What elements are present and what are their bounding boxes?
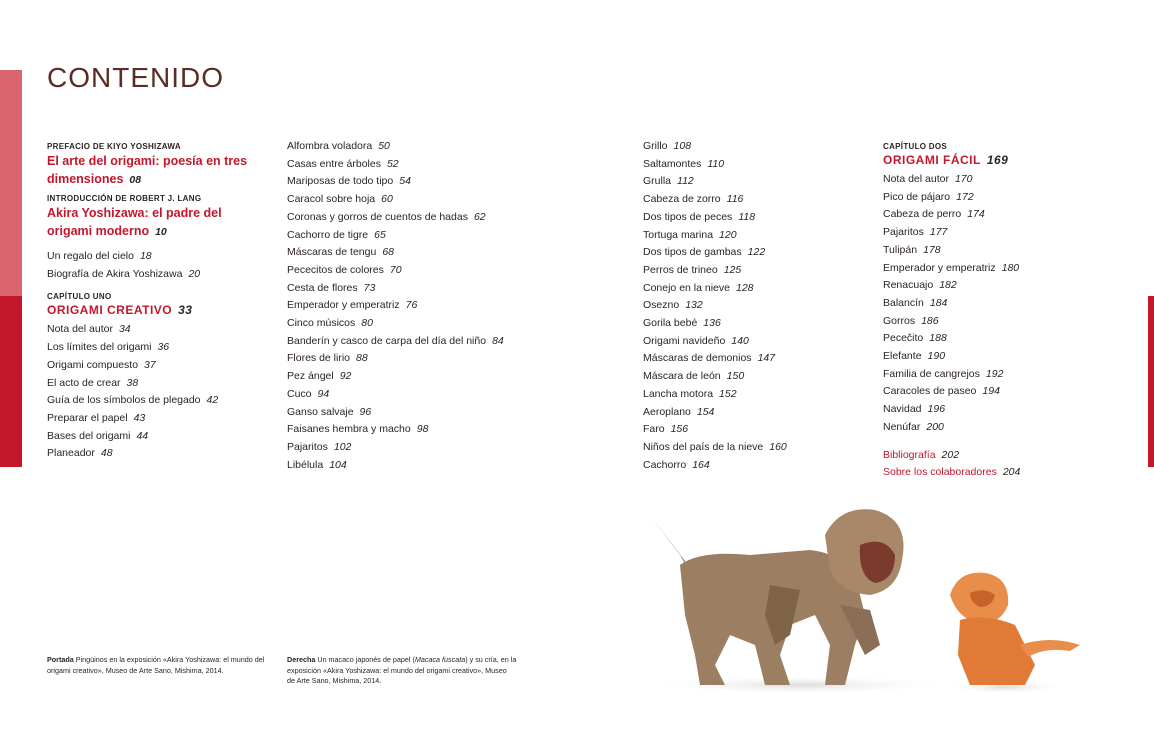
toc-entry[interactable]: [287, 280, 587, 298]
toc-entry-title: Caracol sobre hoja: [287, 193, 376, 206]
toc-entry-page: 182: [939, 279, 957, 292]
page-title: CONTENIDO: [47, 62, 224, 93]
toc-entry-page: 164: [692, 458, 710, 471]
toc-entry-title: Lancha motora: [643, 387, 714, 400]
chapter-one-title[interactable]: ORIGAMI CREATIVO 33: [47, 303, 193, 318]
toc-entry-page: 170: [954, 173, 973, 185]
toc-entry-title: Guía de los símbolos de plegado: [47, 394, 201, 407]
toc-column-3: [643, 138, 863, 474]
toc-entry-title: Balancín: [883, 296, 924, 309]
toc-entry-title: Máscaras de tengu: [287, 246, 377, 259]
toc-entry-title: Casas entre árboles: [287, 157, 381, 170]
toc-entry-title: Pez ángel: [287, 370, 334, 383]
toc-entry[interactable]: [883, 171, 1123, 189]
toc-entry-title: Tortuga marina: [643, 228, 714, 241]
toc-entry[interactable]: [287, 315, 587, 333]
toc-entry-title: Banderín y casco de carpa del día del niño: [287, 334, 487, 347]
toc-entry[interactable]: [883, 242, 1123, 260]
toc-column-1: [47, 139, 277, 463]
toc-entry-page: 202: [941, 448, 960, 461]
toc-entry[interactable]: [643, 333, 863, 351]
toc-entry-title: Planeador: [47, 447, 95, 460]
toc-entry-page: 196: [927, 403, 946, 416]
toc-entry-page: 160: [769, 440, 787, 453]
toc-entry-page: 132: [685, 299, 703, 312]
toc-entry-title: Máscaras de demonios: [643, 352, 752, 365]
toc-entry-title: Gorros: [883, 314, 916, 327]
toc-entry-page: 44: [136, 429, 149, 442]
toc-entry-page: 156: [670, 423, 689, 436]
toc-entry[interactable]: [287, 156, 587, 174]
accent-bar-right: [1148, 296, 1154, 467]
toc-entry-page: 102: [333, 440, 352, 453]
toc-entry-title: Bibliografía: [883, 448, 936, 461]
toc-entry-page: 186: [921, 314, 939, 327]
toc-entry-title: Familia de cangrejos: [883, 367, 980, 380]
toc-entry-title: Cinco músicos: [287, 317, 356, 330]
toc-entry[interactable]: [47, 410, 277, 428]
toc-entry-page: 192: [985, 367, 1004, 380]
toc-entry-page: 73: [363, 281, 376, 294]
toc-entry[interactable]: [287, 350, 587, 368]
toc-entry-title: Nenúfar: [883, 420, 921, 433]
toc-entry[interactable]: [883, 464, 1123, 482]
toc-entry-title: Emperador y emperatriz: [883, 261, 996, 274]
toc-entry-title: Cabeza de perro: [883, 208, 962, 221]
toc-entry-title: Libélula: [287, 458, 324, 471]
toc-entry-title: Sobre los colaboradores: [883, 466, 997, 479]
toc-entry-title: Origami compuesto: [47, 358, 139, 371]
toc-entry-title: Cabeza de zorro: [643, 193, 721, 206]
toc-entry-page: 110: [707, 157, 725, 170]
pre-items: [47, 248, 277, 283]
toc-entry-title: Pajaritos: [883, 226, 924, 239]
toc-entry[interactable]: [287, 439, 587, 457]
toc-entry[interactable]: [643, 439, 863, 457]
toc-entry-page: 96: [359, 405, 372, 418]
toc-entry-page: 65: [374, 228, 386, 241]
toc-entry[interactable]: [287, 421, 587, 439]
toc-entry[interactable]: [643, 262, 863, 280]
toc-entry[interactable]: [883, 277, 1123, 295]
toc-entry-page: 136: [703, 317, 721, 330]
toc-entry-title: Pico de pájaro: [883, 190, 951, 203]
toc-entry-title: Navidad: [883, 403, 922, 416]
toc-entry-page: 48: [100, 447, 113, 460]
toc-entry-title: Origami navideño: [643, 334, 726, 347]
toc-entry[interactable]: [883, 348, 1123, 366]
toc-entry[interactable]: [287, 191, 587, 209]
toc-entry-page: 154: [696, 405, 715, 418]
chapter-one-label: CAPÍTULO UNO: [47, 292, 112, 302]
toc-entry-page: 20: [188, 267, 201, 280]
macaque-adult-shape: [650, 509, 903, 685]
accent-bar-top: [0, 70, 22, 296]
toc-entry-title: Pececitos de colores: [287, 263, 384, 276]
toc-entry-page: 84: [492, 334, 504, 347]
toc-entry[interactable]: [643, 404, 863, 422]
toc-entry-page: 70: [389, 263, 402, 276]
toc-entry-title: Alfombra voladora: [287, 140, 373, 152]
toc-entry-page: 92: [339, 370, 352, 383]
toc-entry-title: Máscara de león: [643, 370, 721, 383]
toc-entry-title: Renacuajo: [883, 279, 934, 292]
toc-entry[interactable]: [883, 383, 1123, 401]
toc-entry-page: 150: [726, 370, 745, 383]
toc-entry-page: 68: [382, 246, 394, 259]
toc-entry[interactable]: [643, 315, 863, 333]
toc-entry-page: 76: [405, 299, 418, 312]
toc-entry-page: 125: [723, 263, 742, 276]
chapter-two-items: [883, 171, 1123, 437]
toc-entry[interactable]: [643, 350, 863, 368]
toc-entry-title: Grulla: [643, 175, 672, 188]
back-matter: [883, 447, 1123, 482]
toc-entry-page: 172: [956, 190, 974, 203]
toc-entry-title: Grillo: [643, 140, 668, 152]
toc-entry-title: Cesta de flores: [287, 281, 358, 294]
toc-column-2: [287, 138, 587, 474]
chapter-one-items: [47, 321, 277, 463]
toc-entry-title: Faro: [643, 423, 665, 436]
toc-entry-title: Mariposas de todo tipo: [287, 175, 394, 188]
toc-entry[interactable]: [883, 189, 1123, 207]
toc-entry[interactable]: [883, 295, 1123, 313]
toc-entry-page: 152: [719, 387, 737, 400]
toc-entry-title: Un regalo del cielo: [47, 250, 134, 262]
toc-entry[interactable]: [47, 248, 277, 266]
toc-entry[interactable]: [287, 457, 587, 475]
toc-entry[interactable]: [883, 206, 1123, 224]
toc-entry[interactable]: [883, 401, 1123, 419]
toc-entry-title: Flores de lirio: [287, 352, 351, 365]
toc-entry-page: 34: [118, 323, 131, 336]
toc-entry-page: 37: [144, 358, 156, 371]
toc-entry[interactable]: [643, 156, 863, 174]
preface-label: PREFACIO DE KIYO YOSHIZAWA: [47, 142, 181, 151]
toc-entry-title: Nota del autor: [883, 173, 949, 185]
toc-entry-page: 108: [673, 140, 692, 152]
toc-entry[interactable]: [643, 173, 863, 191]
toc-entry-title: Elefante: [883, 350, 922, 363]
intro-title[interactable]: Akira Yoshizawa: el padre del origami moderno 10: [47, 206, 222, 238]
toc-entry[interactable]: [47, 445, 277, 463]
toc-entry-page: 190: [927, 350, 946, 363]
toc-entry-page: 62: [473, 210, 486, 223]
toc-entry-page: 174: [967, 208, 985, 221]
toc-entry-page: 188: [929, 332, 947, 345]
chapter-two-label: CAPÍTULO DOS: [883, 142, 948, 151]
origami-macaque-photo: [640, 495, 1090, 695]
toc-entry-page: 80: [361, 317, 373, 330]
toc-entry-page: 54: [399, 175, 411, 188]
toc-entry-title: El acto de crear: [47, 376, 121, 389]
toc-entry-title: Bases del origami: [47, 429, 131, 442]
toc-entry-page: 177: [929, 226, 948, 239]
toc-entry-page: 204: [1002, 466, 1021, 479]
toc-entry-title: Gorila bebé: [643, 317, 698, 330]
toc-entry[interactable]: [643, 280, 863, 298]
toc-entry[interactable]: [287, 262, 587, 280]
toc-entry-title: Biografía de Akira Yoshizawa: [47, 267, 183, 280]
toc-entry[interactable]: [47, 392, 277, 410]
toc-entry-page: 88: [356, 352, 368, 365]
toc-entry[interactable]: [883, 330, 1123, 348]
toc-entry[interactable]: [643, 244, 863, 262]
toc-entry[interactable]: [883, 447, 1123, 465]
toc-entry[interactable]: [883, 224, 1123, 242]
toc-entry-page: 98: [416, 423, 429, 436]
toc-entry-page: 194: [982, 385, 1000, 398]
toc-entry-page: 120: [719, 228, 737, 241]
toc-entry-title: Preparar el papel: [47, 411, 128, 424]
toc-entry[interactable]: [883, 313, 1123, 331]
toc-entry-page: 147: [757, 352, 776, 365]
toc-entry-title: Cachorro: [643, 458, 687, 471]
toc-entry-title: Ganso salvaje: [287, 405, 354, 418]
toc-entry[interactable]: [883, 260, 1123, 278]
toc-entry-title: Saltamontes: [643, 157, 702, 170]
chapter-two-title[interactable]: ORIGAMI FÁCIL 169: [883, 153, 1009, 167]
toc-entry[interactable]: [287, 368, 587, 386]
toc-entry[interactable]: [643, 297, 863, 315]
toc-entry-page: 128: [735, 281, 754, 294]
toc-entry-title: Tulipán: [883, 243, 918, 256]
intro-label: INTRODUCCIÓN DE ROBERT J. LANG: [47, 194, 202, 203]
toc-entry[interactable]: [883, 419, 1123, 437]
toc-entry[interactable]: [883, 366, 1123, 384]
toc-entry-title: Nota del autor: [47, 323, 113, 336]
toc-entry[interactable]: [643, 368, 863, 386]
toc-entry[interactable]: [643, 209, 863, 227]
toc-entry-page: 60: [381, 193, 393, 206]
toc-entry[interactable]: [643, 386, 863, 404]
toc-entry[interactable]: [287, 138, 587, 156]
toc-entry-page: 118: [738, 210, 756, 223]
caption-right: Derecha Un macaco japonés de papel (Macaca fuscata) y su cría, en la exposición «Akira Yoshizawa: el mundo del origami creativo», Museo de Arte Sano, Mishima, 2014.: [287, 655, 517, 685]
toc-entry-page: 42: [206, 394, 219, 407]
toc-entry-title: Cachorro de tigre: [287, 228, 369, 241]
toc-entry[interactable]: [287, 333, 587, 351]
toc-entry-title: Pecečito: [883, 332, 924, 345]
preface-title[interactable]: El arte del origami: poesía en tres dimensiones 08: [47, 154, 248, 186]
toc-entry[interactable]: [287, 209, 587, 227]
toc-entry-page: 112: [677, 175, 694, 188]
toc-entry-title: Los límites del origami: [47, 341, 152, 354]
toc-entry-page: 178: [923, 243, 941, 256]
toc-entry[interactable]: [643, 421, 863, 439]
toc-entry[interactable]: [47, 357, 277, 375]
toc-entry[interactable]: [287, 404, 587, 422]
toc-entry-page: 36: [157, 341, 170, 354]
macaque-baby-shape: [950, 573, 1080, 685]
toc-entry-title: Pajaritos: [287, 440, 328, 453]
toc-entry-page: 180: [1001, 261, 1020, 274]
toc-entry[interactable]: [287, 227, 587, 245]
toc-entry[interactable]: [47, 321, 277, 339]
toc-entry[interactable]: [643, 457, 863, 475]
toc-entry-page: 50: [378, 140, 390, 152]
toc-entry-title: Faisanes hembra y macho: [287, 423, 411, 436]
toc-entry[interactable]: [47, 428, 277, 446]
accent-bar-bottom: [0, 296, 22, 467]
toc-entry[interactable]: [47, 266, 277, 284]
toc-entry[interactable]: [287, 386, 587, 404]
toc-entry-page: 200: [926, 420, 944, 433]
toc-entry-title: Niños del país de la nieve: [643, 440, 764, 453]
toc-entry-title: Coronas y gorros de cuentos de hadas: [287, 210, 468, 223]
toc-entry-page: 94: [317, 387, 330, 400]
toc-entry-title: Dos tipos de peces: [643, 210, 733, 223]
toc-entry-title: Aeroplano: [643, 405, 691, 418]
toc-entry-title: Emperador y emperatriz: [287, 299, 400, 312]
toc-entry-page: 104: [329, 458, 347, 471]
toc-entry[interactable]: [643, 138, 863, 156]
toc-entry[interactable]: [47, 375, 277, 393]
toc-entry[interactable]: [287, 173, 587, 191]
toc-entry-page: 38: [126, 376, 139, 389]
toc-entry-page: 140: [731, 334, 749, 347]
toc-entry-title: Caracoles de paseo: [883, 385, 977, 398]
toc-entry-title: Cuco: [287, 387, 312, 400]
toc-entry-title: Conejo en la nieve: [643, 281, 730, 294]
toc-entry-page: 52: [386, 157, 399, 170]
toc-column-4: [883, 139, 1123, 482]
toc-entry[interactable]: [643, 227, 863, 245]
toc-entry-page: 43: [133, 411, 146, 424]
toc-entry-title: Perros de trineo: [643, 263, 718, 276]
toc-entry-page: 122: [747, 246, 766, 259]
toc-entry-page: 18: [139, 250, 152, 262]
caption-cover: Portada Pingüinos en la exposición «Akira Yoshizawa: el mundo del origami creativo», Museo de Arte Sano, Mishima, 2014.: [47, 655, 265, 675]
toc-entry[interactable]: [287, 297, 587, 315]
toc-entry[interactable]: [643, 191, 863, 209]
toc-entry-page: 184: [929, 296, 948, 309]
toc-entry-title: Osezno: [643, 299, 680, 312]
toc-entry-page: 116: [726, 193, 744, 206]
toc-entry[interactable]: [47, 339, 277, 357]
toc-entry-title: Dos tipos de gambas: [643, 246, 742, 259]
toc-entry[interactable]: [287, 244, 587, 262]
